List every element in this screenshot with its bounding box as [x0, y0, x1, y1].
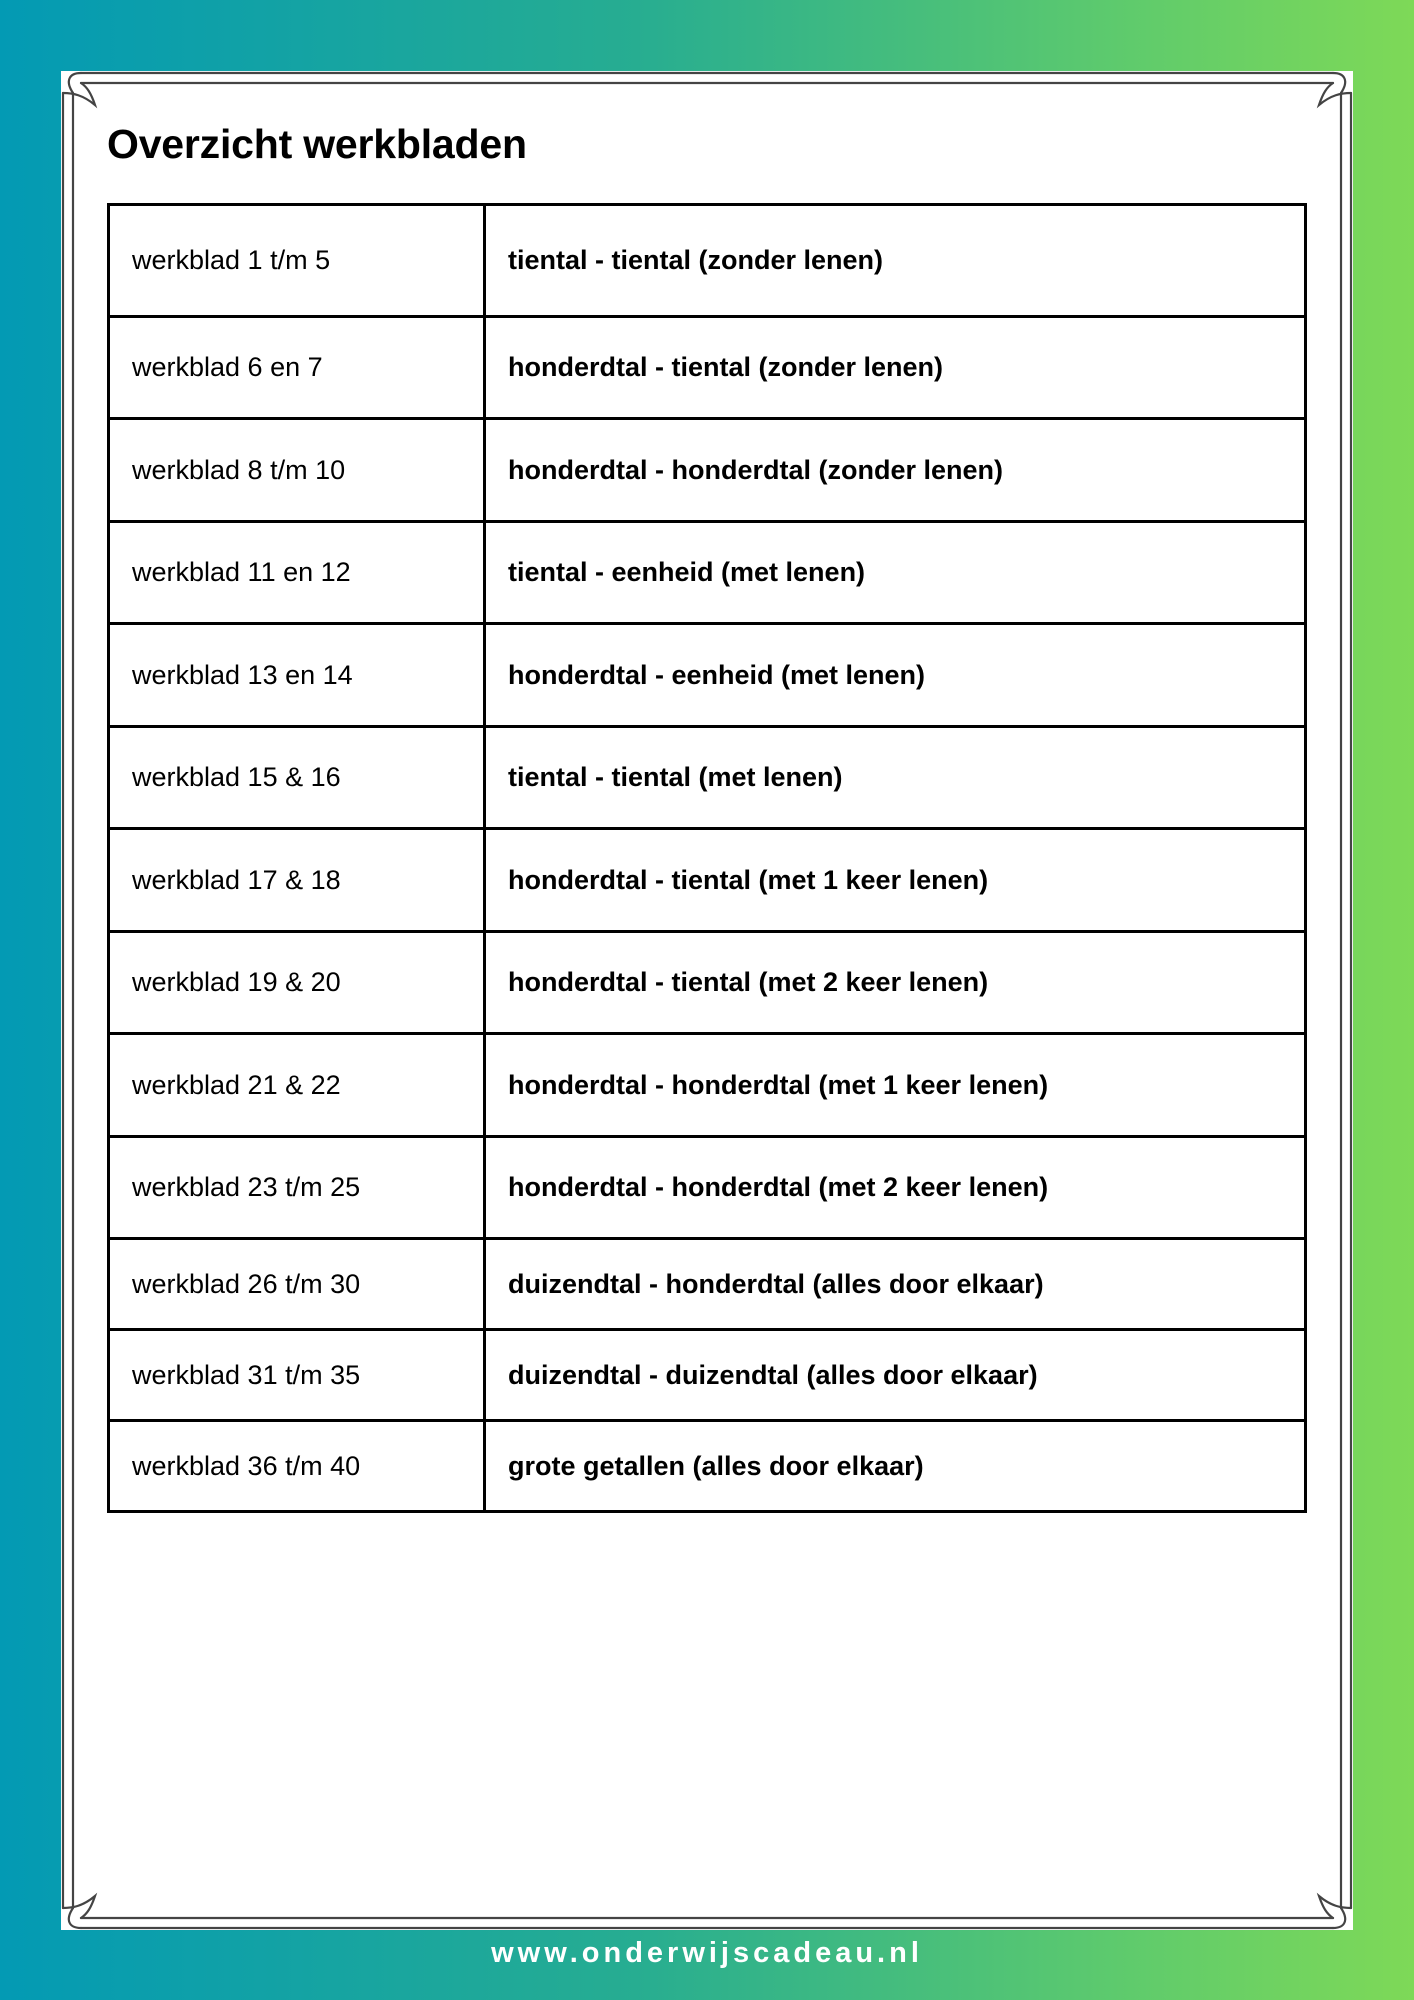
- topic-cell: duizendtal - honderdtal (alles door elkaar): [485, 1239, 1306, 1330]
- topic-cell: grote getallen (alles door elkaar): [485, 1421, 1306, 1512]
- range-cell: werkblad 21 & 22: [109, 1034, 485, 1137]
- table-row: [109, 932, 1306, 1034]
- range-cell: werkblad 36 t/m 40: [109, 1421, 485, 1512]
- topic-cell: tiental - tiental (zonder lenen): [485, 205, 1306, 317]
- footer-website-link[interactable]: www.onderwijscadeau.nl: [491, 1937, 923, 1969]
- table-row: [109, 205, 1306, 317]
- table-row: [109, 1330, 1306, 1421]
- range-cell: werkblad 8 t/m 10: [109, 419, 485, 522]
- topic-cell: honderdtal - tiental (met 2 keer lenen): [485, 932, 1306, 1034]
- range-cell: werkblad 23 t/m 25: [109, 1137, 485, 1239]
- range-cell: werkblad 13 en 14: [109, 624, 485, 727]
- range-cell: werkblad 15 & 16: [109, 727, 485, 829]
- topic-cell: duizendtal - duizendtal (alles door elkaar): [485, 1330, 1306, 1421]
- topic-cell: honderdtal - tiental (zonder lenen): [485, 317, 1306, 419]
- range-cell: werkblad 31 t/m 35: [109, 1330, 485, 1421]
- table-row: [109, 419, 1306, 522]
- range-cell: werkblad 26 t/m 30: [109, 1239, 485, 1330]
- table-row: [109, 727, 1306, 829]
- worksheet-overview-table: [107, 203, 1307, 1513]
- topic-cell: honderdtal - honderdtal (met 1 keer lenen): [485, 1034, 1306, 1137]
- range-cell: werkblad 6 en 7: [109, 317, 485, 419]
- table-row: [109, 1421, 1306, 1512]
- table-row: [109, 624, 1306, 727]
- topic-cell: honderdtal - honderdtal (zonder lenen): [485, 419, 1306, 522]
- table-row: [109, 522, 1306, 624]
- page-title: Overzicht werkbladen: [107, 121, 527, 167]
- topic-cell: honderdtal - honderdtal (met 2 keer lenen): [485, 1137, 1306, 1239]
- topic-cell: honderdtal - eenheid (met lenen): [485, 624, 1306, 727]
- topic-cell: tiental - eenheid (met lenen): [485, 522, 1306, 624]
- range-cell: werkblad 19 & 20: [109, 932, 485, 1034]
- topic-cell: tiental - tiental (met lenen): [485, 727, 1306, 829]
- worksheet-page: [61, 71, 1353, 1930]
- table-row: [109, 1034, 1306, 1137]
- topic-cell: honderdtal - tiental (met 1 keer lenen): [485, 829, 1306, 932]
- table-row: [109, 829, 1306, 932]
- table-row: [109, 317, 1306, 419]
- range-cell: werkblad 17 & 18: [109, 829, 485, 932]
- table-row: [109, 1137, 1306, 1239]
- range-cell: werkblad 11 en 12: [109, 522, 485, 624]
- table-row: [109, 1239, 1306, 1330]
- range-cell: werkblad 1 t/m 5: [109, 205, 485, 317]
